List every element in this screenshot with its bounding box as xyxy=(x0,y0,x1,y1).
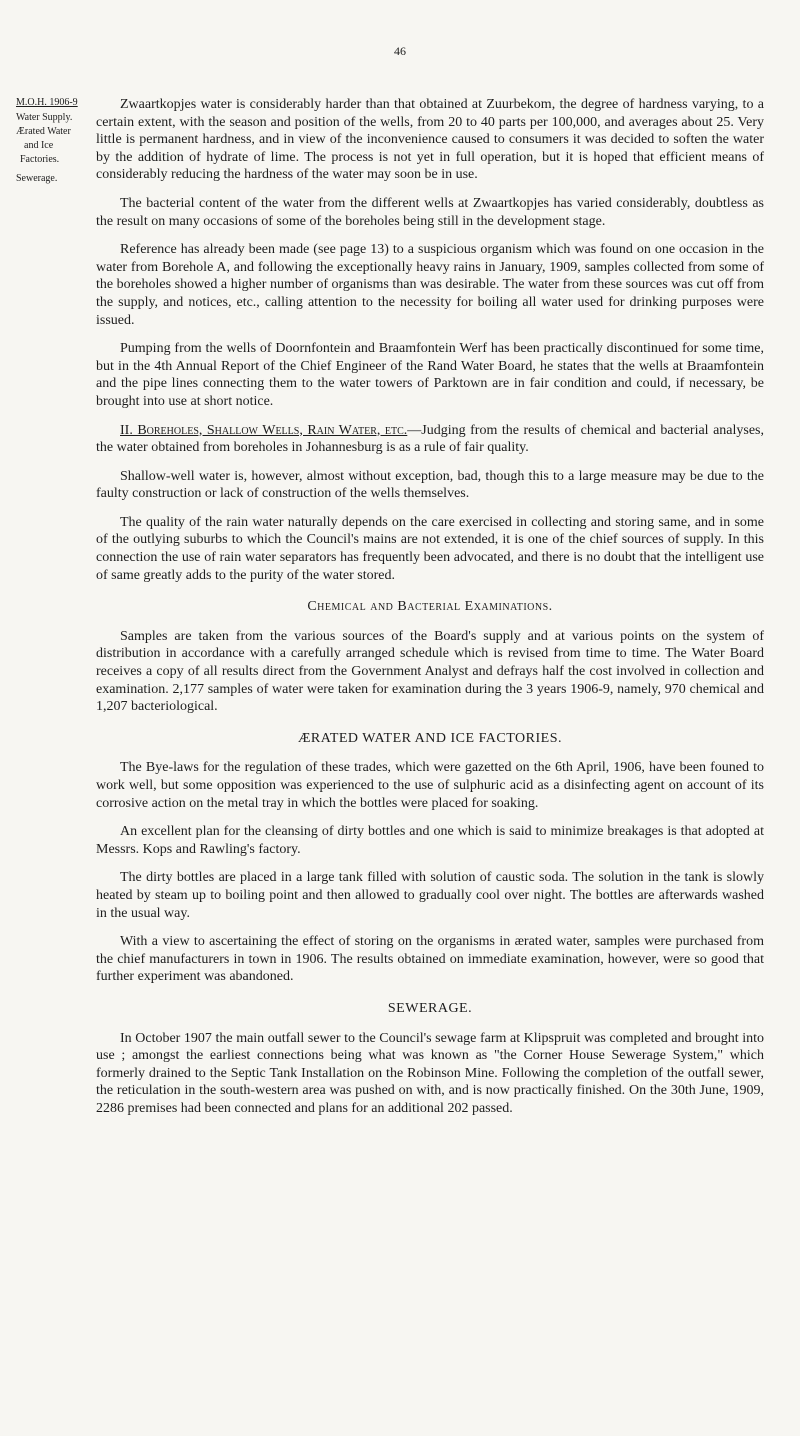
paragraph: The Bye-laws for the regulation of these trades, which were gazetted on the 6th April, 1906, have been founed to work well, but some opposition was experienced to the use of sulphuric acid as a disinfecting agent on account of its corrosive action on the metal tray in which the bottles were placed for soaking. xyxy=(96,760,764,811)
margin-note-and-ice: and Ice xyxy=(24,140,54,151)
page-body xyxy=(96,96,764,1129)
paragraph: Samples are taken from the various sources of the Board's supply and at various points on the system of distribution in accordance with a carefully arranged schedule which is revised from time to time. The Water Board receives a copy of all results direct from the Government Analyst and defrays half the cost involved in collection and examination. 2,177 samples of water were taken for examination during the 3 years 1906-9, namely, 970 chemical and 1,207 bacteriological. xyxy=(96,628,764,715)
margin-note-water-supply: Water Supply. xyxy=(16,112,73,123)
margin-note-factories: Factories. xyxy=(20,154,60,165)
margin-reference: M.O.H. 1906-9 xyxy=(16,97,78,108)
heading-chemical-bacterial: Chemical and Bacterial Examinations. xyxy=(307,599,553,615)
paragraph: With a view to ascertaining the effect of storing on the organisms in ærated water, samples were purchased from the chief manufacturers in town in 1906. The results obtained on immediate examination, however, were so good that further experiment was abandoned. xyxy=(96,934,764,985)
margin-note-sewerage: Sewerage. xyxy=(16,173,58,184)
paragraph: An excellent plan for the cleansing of dirty bottles and one which is said to minimize breakages is that adopted at Messrs. Kops and Rawling's factory. xyxy=(96,824,764,857)
paragraph: Shallow-well water is, however, almost without exception, bad, though this to a large measure may be due to the faulty construction or lack of construction of the wells themselves. xyxy=(96,468,764,502)
paragraph-text: —Judging from the results of chemical and bacterial analyses, the water obtained from boreholes in Johannesburg is as a rule of fair quality. xyxy=(96,422,765,456)
paragraph: Reference has already been made (see page 13) to a suspicious organism which was found on one occasion in the water from Borehole A, and following the exceptionally heavy rains in January, 1909, samples collected from some of the boreholes showed a higher number of organisms than was desirable. The water from these sources was cut off from the supply, and notices, etc., calling attention to the necessity for boiling all water used for drinking purposes were issued. xyxy=(96,242,764,328)
section-lead-boreholes: II. Boreholes, Shallow Wells, Rain Water, etc. xyxy=(120,422,408,438)
heading-aerated-water: ÆRATED WATER AND ICE FACTORIES. xyxy=(297,730,563,746)
paragraph: The bacterial content of the water from the different wells at Zwaartkopjes has varied considerably, doubtless as the result on many occasions of some of the boreholes being still in the development stage. xyxy=(96,195,764,229)
paragraph-boreholes xyxy=(96,422,764,457)
paragraph: The dirty bottles are placed in a large tank filled with solution of caustic soda. The solution in the tank is slowly heated by steam up to boiling point and then allowed to gradually cool over night. The bottles are afterwards washed in the usual way. xyxy=(96,870,764,921)
paragraph: In October 1907 the main outfall sewer to the Council's sewage farm at Klipspruit was completed and brought into use ; amongst the earliest connections being what was known as "the Corner House Sewerage System," which formerly drained to the Septic Tank Installation on the Robinson Mine. Following the completion of the outfall sewer, the reticulation in the south-western area was pushed on with, and is now practically finished. On the 30th June, 1909, 2286 premises had been connected and plans for an additional 202 passed. xyxy=(96,1030,764,1116)
paragraph: The quality of the rain water naturally depends on the care exercised in collecting and storing same, and in some of the outlying suburbs to which the Council's mains are not extended, it is one of the chief sources of supply. In this connection the use of rain water separators has frequently been advocated, and there is no doubt that the intelligent use of same greatly adds to the purity of the water stored. xyxy=(96,514,764,583)
heading-sewerage: SEWERAGE. xyxy=(387,1000,473,1016)
page-number: 46 xyxy=(394,44,406,58)
paragraph: Pumping from the wells of Doornfontein and Braamfontein Werf has been practically discontinued for some time, but in the 4th Annual Report of the Chief Engineer of the Rand Water Board, he states that the wells at Braamfontein and the pipe lines connecting them to the water towers of Parktown are in fair condition and could, if necessary, be brought into use at short notice. xyxy=(96,341,764,409)
paragraph: Zwaartkopjes water is considerably harder than that obtained at Zuurbekom, the degree of hardness varying, to a certain extent, with the season and position of the wells, from 20 to 40 parts per 100,000, and averages about 25. Very little is permanent hardness, and in view of the inconvenience caused to consumers it was decided to soften the water by the addition of hydrate of lime. The process is not yet in full operation, but it is hoped that efficient means of considerably reducing the hardness of the water may soon be in use. xyxy=(96,97,764,183)
margin-note-aerated-water: Ærated Water xyxy=(16,126,71,137)
margin-notes xyxy=(16,96,90,186)
